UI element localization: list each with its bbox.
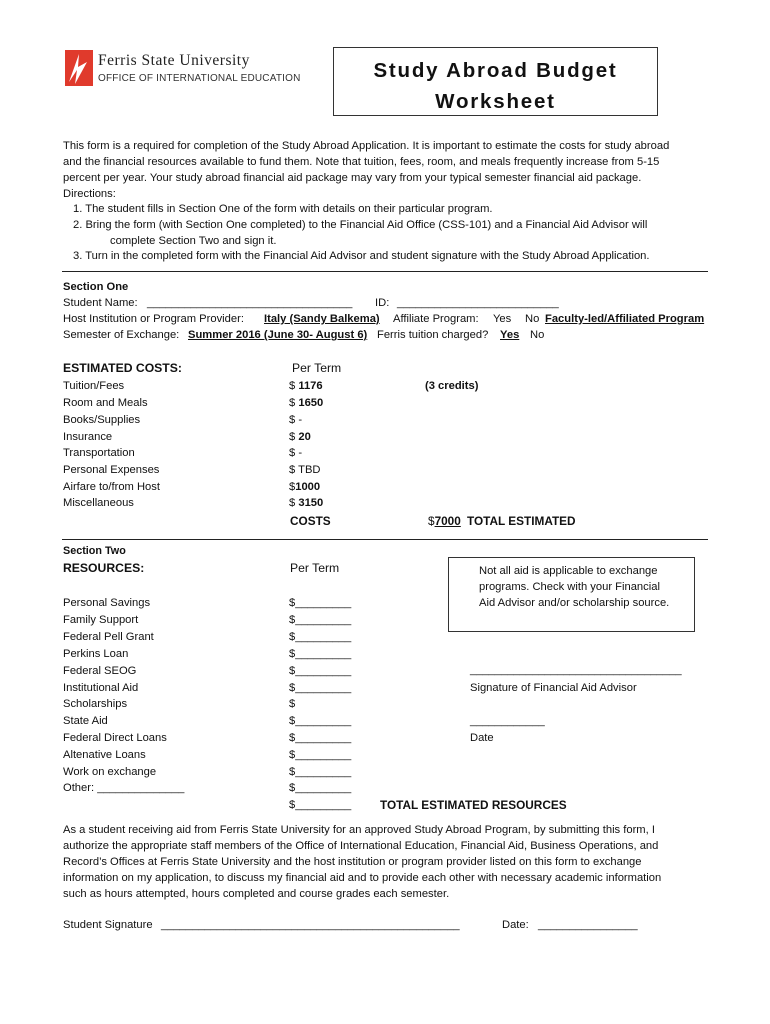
resource-label[interactable]: Other: ______________ (63, 782, 185, 794)
student-signature-label: Student Signature (63, 919, 153, 931)
section-two-title: Section Two (63, 545, 126, 557)
resource-label: Family Support (63, 614, 139, 626)
aid-note-line: Aid Advisor and/or scholarship source. (479, 597, 670, 609)
direction-step: 1. The student fills in Section One of the form with details on their particular program. (73, 203, 493, 215)
section-one-title: Section One (63, 281, 129, 293)
org-office: OFFICE OF INTERNATIONAL EDUCATION (98, 73, 301, 84)
direction-step: 2. Bring the form (with Section One completed) to the Financial Aid Office (CSS-101) and a Financial Aid Advisor will (73, 219, 648, 231)
intro-line: This form is a required for completion of the Study Abroad Application. It is important to estimate the costs for study abroad (63, 140, 670, 152)
affiliate-label: Affiliate Program: (393, 313, 479, 325)
total-resources-label: TOTAL ESTIMATED RESOURCES (380, 798, 567, 812)
resource-label: Perkins Loan (63, 648, 129, 660)
cost-value[interactable]: $ 1176 (289, 380, 323, 392)
cost-label: Miscellaneous (63, 497, 134, 509)
semester-value[interactable]: Summer 2016 (June 30- August 6) (188, 329, 368, 341)
aid-note-box (448, 557, 695, 632)
org-name: Ferris State University (98, 52, 250, 69)
resource-label: Federal SEOG (63, 665, 137, 677)
cost-label: Room and Meals (63, 397, 148, 409)
ferris-logo-icon (65, 50, 93, 86)
credits-note: (3 credits) (425, 380, 479, 392)
provider-label: Host Institution or Program Provider: (63, 313, 244, 325)
cost-value[interactable]: $ 1650 (289, 397, 324, 409)
resources-per-term: Per Term (290, 561, 340, 575)
affiliate-no[interactable]: No (525, 313, 540, 325)
semester-label: Semester of Exchange: (63, 329, 180, 341)
resource-label: Institutional Aid (63, 682, 139, 694)
cost-value[interactable]: $ TBD (289, 464, 321, 476)
cost-label: Transportation (63, 447, 135, 459)
cost-label: Tuition/Fees (63, 380, 125, 392)
resource-value[interactable]: $_________ (289, 682, 352, 694)
affiliate-yes[interactable]: Yes (493, 313, 512, 325)
tuition-yes[interactable]: Yes (500, 329, 520, 341)
total-estimated-label: TOTAL ESTIMATED (467, 514, 576, 528)
total-estimated-costs[interactable]: $7000 (428, 514, 461, 528)
student-signature-line[interactable]: ________________________________________________ (161, 919, 460, 931)
advisor-date-line[interactable]: ____________ (470, 715, 545, 727)
page-title-line1: Study Abroad Budget (373, 59, 618, 82)
aid-note-line: programs. Check with your Financial (479, 581, 660, 593)
directions-label: Directions: (63, 188, 116, 200)
resource-value[interactable]: $ (289, 698, 296, 710)
resource-value[interactable]: $_________ (289, 648, 352, 660)
resource-label: State Aid (63, 715, 108, 727)
divider (62, 271, 708, 272)
page-title-line2: Worksheet (435, 90, 556, 113)
costs-per-term: Per Term (292, 361, 342, 375)
affiliate-faculty-led[interactable]: Faculty-led/Affiliated Program (545, 313, 705, 325)
consent-line: Record’s Offices at Ferris State University and the host institution or program provider listed on this form to exchange (63, 856, 642, 868)
resource-label: Work on exchange (63, 766, 157, 778)
cost-label: Books/Supplies (63, 414, 141, 426)
direction-step: complete Section Two and sign it. (110, 235, 277, 247)
advisor-signature-label: Signature of Financial Aid Advisor (470, 682, 637, 694)
cost-value[interactable]: $ 20 (289, 431, 311, 443)
resource-label: Scholarships (63, 698, 128, 710)
tuition-no[interactable]: No (530, 329, 545, 341)
provider-value[interactable]: Italy (Sandy Balkema) (264, 313, 380, 325)
tuition-charged-label: Ferris tuition charged? (377, 329, 489, 341)
resource-value[interactable]: $_________ (289, 732, 352, 744)
resource-value[interactable]: $_________ (289, 782, 352, 794)
cost-label: Personal Expenses (63, 464, 160, 476)
cost-label: Insurance (63, 431, 113, 443)
resource-label: Altenative Loans (63, 749, 146, 761)
consent-line: information on my application, to discuss my financial aid and to provide each other with necessary academic information (63, 872, 662, 884)
aid-note-line: Not all aid is applicable to exchange (479, 565, 658, 577)
student-name-field[interactable]: _________________________________ (147, 297, 353, 309)
cost-value[interactable]: $ - (289, 414, 303, 426)
resource-label: Personal Savings (63, 597, 151, 609)
resources-heading: RESOURCES: (63, 561, 145, 575)
direction-step: 3. Turn in the completed form with the Financial Aid Advisor and student signature with the Study Abroad Application. (73, 250, 650, 262)
id-label: ID: (375, 297, 390, 309)
resource-value[interactable]: $_________ (289, 749, 352, 761)
resource-value[interactable]: $_________ (289, 631, 352, 643)
id-field[interactable]: __________________________ (397, 297, 559, 309)
resource-label: Federal Direct Loans (63, 732, 167, 744)
advisor-date-label: Date (470, 732, 494, 744)
consent-line: such as hours attempted, hours completed and course grades each semester. (63, 888, 450, 900)
title-box (333, 47, 658, 116)
resource-value[interactable]: $_________ (289, 614, 352, 626)
cost-value[interactable]: $1000 (289, 481, 321, 493)
cost-value[interactable]: $ 3150 (289, 497, 324, 509)
costs-label: COSTS (290, 514, 331, 528)
cost-value[interactable]: $ - (289, 447, 303, 459)
student-name-label: Student Name: (63, 297, 138, 309)
student-date-line[interactable]: ________________ (538, 919, 638, 931)
divider (62, 539, 708, 540)
resource-value[interactable]: $_________ (289, 715, 352, 727)
resource-value[interactable]: $_________ (289, 766, 352, 778)
intro-line: and the financial resources available to fund them. Note that tuition, fees, room, and meals frequently increase from 5-15 (63, 156, 660, 168)
advisor-signature-line[interactable]: __________________________________ (470, 664, 682, 676)
resource-label: Federal Pell Grant (63, 631, 154, 643)
costs-heading: ESTIMATED COSTS: (63, 361, 182, 375)
student-date-label: Date: (502, 919, 529, 931)
consent-line: As a student receiving aid from Ferris State University for an approved Study Abroad Program, by submitting this form, I (63, 824, 655, 836)
resource-total-value[interactable]: $_________ (289, 799, 352, 811)
consent-line: authorize the appropriate staff members of the Office of International Education, Financial Aid, Business Operations, and (63, 840, 659, 852)
intro-line: percent per year. Your study abroad financial aid package may vary from your typical semester financial aid package. (63, 172, 642, 184)
resource-value[interactable]: $_________ (289, 597, 352, 609)
resource-value[interactable]: $_________ (289, 665, 352, 677)
cost-label: Airfare to/from Host (63, 481, 160, 493)
